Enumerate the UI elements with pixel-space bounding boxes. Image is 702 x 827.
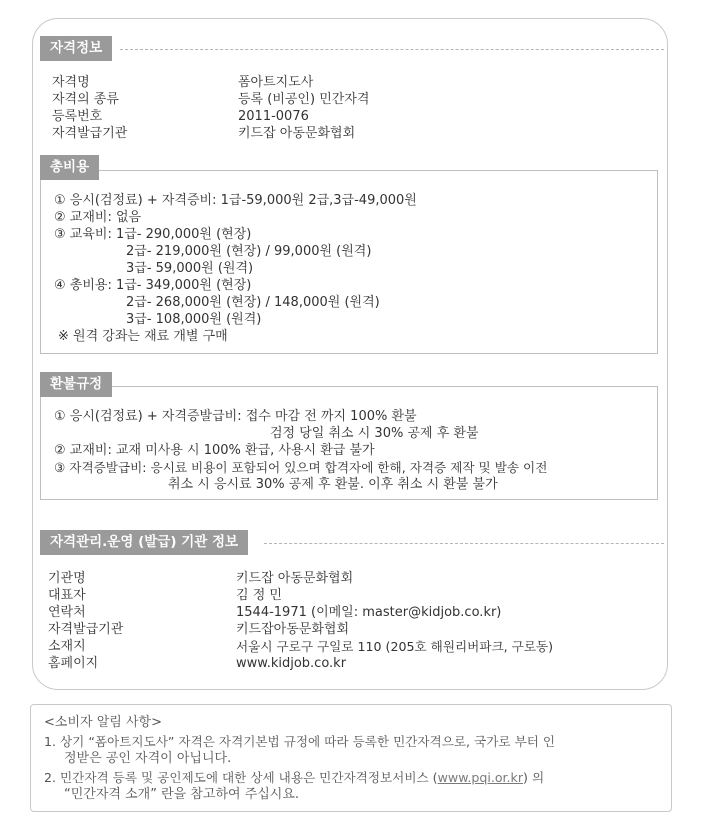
notice-item-2-cont: “민간자격 소개” 란을 참고하여 주십시요. bbox=[64, 787, 300, 802]
cost-line: 2급- 219,000원 (현장) / 99,000원 (원격) bbox=[126, 244, 372, 259]
refund-line: 검정 당일 취소 시 30% 공제 후 환불 bbox=[270, 426, 479, 441]
value: www.kidjob.co.kr bbox=[236, 656, 347, 671]
value: 1544-1971 (이메일: master@kidjob.co.kr) bbox=[236, 605, 502, 620]
cost-line: 2급- 268,000원 (현장) / 148,000원 (원격) bbox=[126, 295, 380, 310]
cost-line: ③ 교육비: 1급- 290,000원 (현장) bbox=[54, 227, 252, 242]
value: 키드잡 아동문화협회 bbox=[238, 126, 356, 141]
section-title-refund: 환불규정 bbox=[40, 372, 112, 397]
issuer-rows bbox=[48, 570, 658, 674]
label: 연락처 bbox=[48, 605, 86, 620]
value: 2011-0076 bbox=[238, 109, 309, 124]
value: 김 정 민 bbox=[236, 588, 282, 603]
notice-item-1-cont: 정받은 공인 자격이 아닙니다. bbox=[64, 751, 232, 766]
pqi-link[interactable]: www.pqi.or.kr bbox=[437, 770, 524, 785]
value: 폼아트지도사 bbox=[238, 75, 314, 90]
cost-line: ② 교재비: 없음 bbox=[54, 210, 142, 225]
cost-line: 3급- 108,000원 (원격) bbox=[126, 312, 262, 327]
cost-line: 3급- 59,000원 (원격) bbox=[126, 261, 254, 276]
notice-item-1: 1. 상기 “폼아트지도사” 자격은 자격기본법 규정에 따라 등록한 민간자격으로, 국가로 부터 인 bbox=[44, 734, 556, 749]
notice-title: <소비자 알림 사항> bbox=[44, 715, 162, 730]
refund-line: ① 응시(검정료) + 자격증발급비: 접수 마감 전 까지 100% 환불 bbox=[54, 409, 417, 424]
refund-lines bbox=[54, 408, 654, 498]
notice-item-2-suffix: ) 의 bbox=[523, 770, 545, 785]
section-title-total-cost: 총비용 bbox=[40, 155, 99, 180]
label: 대표자 bbox=[48, 588, 86, 603]
section-title-issuer: 자격관리.운영 (발급) 기관 정보 bbox=[40, 530, 248, 555]
value: 서울시 구로구 구일로 110 (205호 해원리버파크, 구로동) bbox=[236, 639, 554, 654]
value: 등록 (비공인) 민간자격 bbox=[238, 92, 370, 107]
refund-line: 취소 시 응시료 30% 공제 후 환불. 이후 취소 시 환불 불가 bbox=[168, 477, 498, 492]
cost-line: ④ 총비용: 1급- 349,000원 (현장) bbox=[54, 278, 252, 293]
refund-line: ② 교재비: 교재 미사용 시 100% 환급, 사용시 환급 불가 bbox=[54, 443, 375, 458]
qualification-rows bbox=[52, 74, 652, 146]
section-title-qualification: 자격정보 bbox=[40, 36, 112, 61]
label: 홈페이지 bbox=[48, 656, 99, 671]
cost-note: ※ 원격 강좌는 재료 개별 구매 bbox=[58, 329, 228, 344]
value: 키드잡 아동문화협회 bbox=[236, 571, 354, 586]
value: 키드잡아동문화협회 bbox=[236, 622, 350, 637]
total-cost-lines bbox=[54, 192, 654, 352]
label: 자격의 종류 bbox=[52, 92, 119, 107]
notice-item-2-text: 2. 민간자격 등록 및 공인제도에 대한 상세 내용은 민간자격정보서비스 ( bbox=[44, 770, 438, 785]
label: 자격발급기관 bbox=[48, 622, 124, 637]
consumer-notice bbox=[44, 714, 664, 806]
divider bbox=[120, 49, 664, 50]
label: 자격명 bbox=[52, 75, 90, 90]
divider bbox=[264, 543, 664, 544]
label: 기관명 bbox=[48, 571, 86, 586]
notice-item-2 bbox=[44, 769, 544, 786]
label: 등록번호 bbox=[52, 109, 103, 124]
label: 자격발급기관 bbox=[52, 126, 128, 141]
label: 소재지 bbox=[48, 639, 86, 654]
refund-line: ③ 자격증발급비: 응시료 비용이 포함되어 있으며 합격자에 한해, 자격증 제작 및 발송 이전 bbox=[54, 460, 548, 475]
cost-line: ① 응시(검정료) + 자격증비: 1급-59,000원 2급,3급-49,000원 bbox=[54, 193, 417, 208]
